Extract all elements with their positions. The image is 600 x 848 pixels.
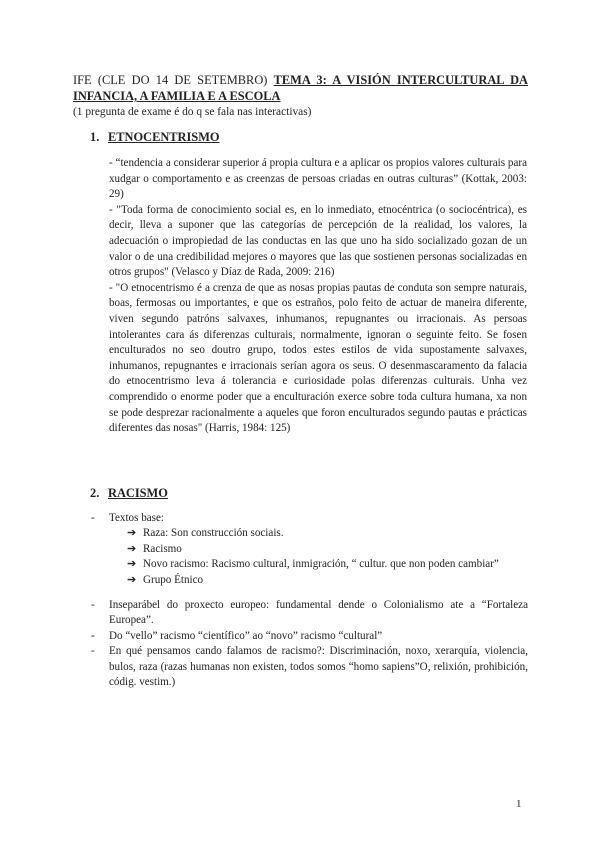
racismo-list <box>73 511 528 690</box>
dash-bullet: - <box>91 629 95 642</box>
page-number: 1 <box>516 798 522 810</box>
quote-harris: - "O etnocentrismo é a crenza de que as nosas propias pautas de conduta son sempre naturais, boas, fermosas ou importantes, e que os estraños, polo feito de actuar de maneira diferente, viven segundo patróns salvaxes, inhumanos, repugnantes ou irracionais. As persoas intolerantes cara ás diferenzas culturais, normalmente, ignoran o seguinte feito. Se fosen enculturados no seo doutro grupo, todos estes estilos de vida supostamente salvaxes, inhumanos, repugnantes e irracionais serían agora os seus. O desenmascaramento da falacia do etnocentrismo leva á tolerancia e curiosidade polas diferenzas culturais. Unha vez comprendido o enorme poder que a enculturación exerce sobre toda cultura humana, xa non se pode desprezar racionalmente a aqueles que foron enculturados segundo pautas e prácticas diferentes das nosas" (Harris, 1984: 125) <box>109 281 527 435</box>
section-number: 2. <box>90 486 100 500</box>
sub-list-item <box>127 542 528 557</box>
sub-list-item <box>127 526 528 541</box>
topic-title: TEMA 3: A VISIÓN INTERCULTURAL DA INFANCIA, A FAMILIA E A ESCOLA <box>73 73 529 103</box>
list-item-text: Do “vello” racismo “científico” ao “novo” racismo “cultural” <box>109 629 383 642</box>
arrow-icon: ➔ <box>127 573 137 586</box>
arrow-icon: ➔ <box>127 542 137 555</box>
dash-bullet: - <box>91 599 95 612</box>
list-item <box>73 629 528 644</box>
base-texts-label: Textos base: <box>109 512 164 524</box>
sub-item-text: Novo racismo: Racismo cultural, inmigración, “ cultur. que non poden cambiar” <box>143 558 499 571</box>
list-item <box>73 644 528 690</box>
sub-item-text: Grupo Étnico <box>143 573 204 586</box>
dash-bullet: - <box>91 645 95 658</box>
arrow-icon: ➔ <box>127 527 137 540</box>
section-title: RACISMO <box>108 486 168 500</box>
section-number: 1. <box>90 130 100 144</box>
list-item-text: Inseparábel do proxecto europeo: fundamental dende o Colonialismo ate a “Fortaleza Europea”. <box>109 599 528 627</box>
exam-note: (1 pregunta de exame é do q se fala nas interactivas) <box>73 106 312 118</box>
section-heading-etnocentrismo <box>90 130 220 145</box>
dash-bullet: - <box>91 512 95 524</box>
sub-list-item <box>127 573 528 588</box>
section-heading-racismo <box>90 486 168 501</box>
section-title: ETNOCENTRISMO <box>108 130 220 144</box>
sub-item-text: Raza: Son construcción sociais. <box>143 527 284 540</box>
quote-velasco: - "Toda forma de conocimiento social es, en lo inmediato, etnocéntrica (o sociocéntrica), es decir, lleva a suponer que las categorías de percepción de la realidad, los valores, la adecuación o impropiedad de las conductas en las que uno ha sido socializado gozan de un valor o de una credibilidad mejores o mayores que las que sostienen personas socializadas en otros grupos" (Velasco y Díaz de Rada, 2009: 216) <box>109 203 527 279</box>
quote-kottak: - “tendencia a considerar superior á propia cultura e a aplicar os propios valores culturais para xudgar o comportamento e as creenzas de persoas criadas en outras culturas” (Kottak, 2003: 29) <box>109 157 527 201</box>
list-item <box>73 511 528 526</box>
arrow-icon: ➔ <box>127 558 137 571</box>
list-item <box>73 598 528 629</box>
sub-list-item <box>127 557 528 572</box>
list-item-text: En qué pensamos cando falamos de racismo?: Discriminación, noxo, xerarquía, violencia, bulos, raza (razas humanas non existen, todos somos “homo sapiens”O, relixión, prohibición, códig. vestim.) <box>109 645 528 689</box>
course-label: IFE (CLE DO 14 DE SETEMBRO) <box>73 73 268 87</box>
document-header <box>73 72 528 120</box>
sub-item-text: Racismo <box>143 542 182 555</box>
etnocentrismo-quotes <box>109 156 527 437</box>
